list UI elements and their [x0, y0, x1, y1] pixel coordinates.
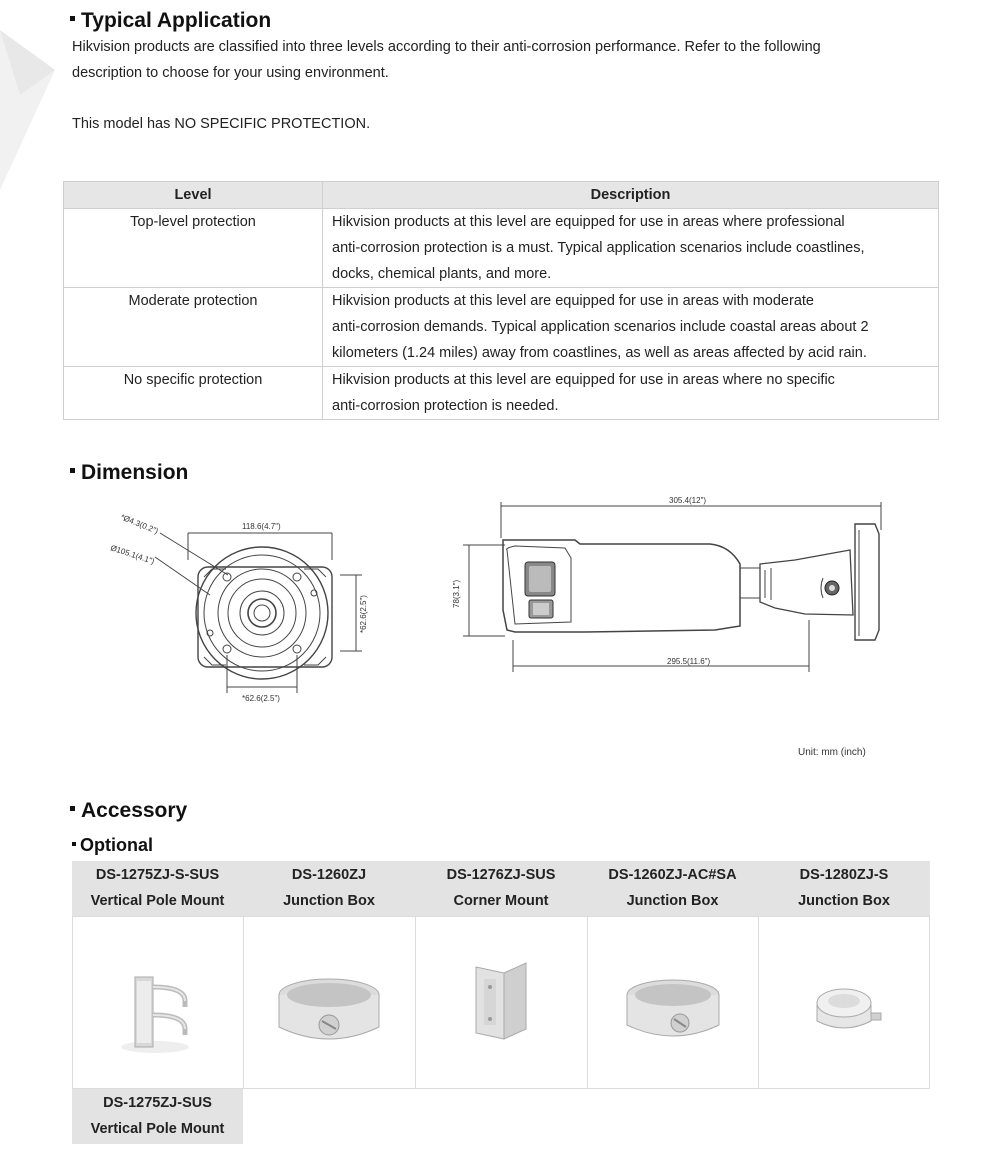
accessory-type: Junction Box	[798, 893, 890, 909]
accessory-type: Junction Box	[283, 893, 375, 909]
body-length-label: 295.5(11.6")	[667, 657, 711, 666]
junction-box-image	[759, 917, 929, 1088]
outer-diameter-label: Ø105.1(4.1")	[109, 543, 156, 566]
hole-diameter-label: *Ø4.3(0.2")	[119, 512, 160, 536]
description-line: kilometers (1.24 miles) away from coastlines, as well as areas affected by acid rain.	[332, 345, 867, 361]
accessory-image-cell	[415, 916, 588, 1089]
protection-level-table	[63, 181, 939, 420]
model-protection-note: This model has NO SPECIFIC PROTECTION.	[72, 116, 371, 132]
accessory-type: Corner Mount	[453, 893, 549, 909]
accessory-type: Vertical Pole Mount	[90, 1121, 225, 1137]
typical-application-heading: Typical Application	[70, 9, 271, 33]
bullet-square-icon	[70, 16, 75, 21]
junction-box-image	[588, 917, 758, 1088]
front-width-label: 118.6(4.7")	[242, 522, 281, 531]
accessory-model: DS-1275ZJ-S-SUS	[95, 867, 220, 883]
level-cell: Top-level protection	[64, 209, 323, 288]
height-label: 78(3.1")	[452, 579, 461, 608]
accessory-model: DS-1260ZJ	[291, 867, 367, 883]
accessory-type: Vertical Pole Mount	[90, 893, 225, 909]
description-line: Hikvision products at this level are equipped for use in areas with moderate	[332, 293, 814, 309]
description-line: anti-corrosion demands. Typical application scenarios include coastal areas about 2	[332, 319, 869, 335]
accessory-model: DS-1276ZJ-SUS	[446, 867, 556, 883]
bullet-square-icon	[70, 806, 75, 811]
intro-line: description to choose for your using environment.	[72, 65, 389, 81]
corner-watermark	[0, 0, 70, 200]
pole-mount-image	[73, 917, 243, 1088]
description-line: Hikvision products at this level are equipped for use in areas where professional	[332, 214, 845, 230]
header-description: Description	[323, 182, 939, 209]
accessory-heading: Accessory	[70, 799, 187, 823]
unit-note: Unit: mm (inch)	[798, 747, 866, 758]
accessory-image-cell	[758, 916, 930, 1089]
accessory-header	[587, 861, 758, 916]
description-line: docks, chemical plants, and more.	[332, 266, 552, 282]
description-line: anti-corrosion protection is a must. Typical application scenarios include coastlines,	[332, 240, 865, 256]
accessory-image-cell	[243, 916, 416, 1089]
total-length-label: 305.4(12")	[669, 496, 707, 505]
level-cell: Moderate protection	[64, 288, 323, 367]
intro-paragraph	[72, 34, 972, 86]
description-line: anti-corrosion protection is needed.	[332, 398, 559, 414]
optional-subheading: Optional	[72, 835, 153, 856]
table-row	[64, 209, 939, 288]
description-cell	[323, 209, 939, 288]
table-header-row	[64, 182, 939, 209]
front-view-drawing	[100, 505, 390, 705]
junction-box-image	[244, 917, 415, 1088]
accessory-header	[72, 1089, 243, 1144]
dimension-heading: Dimension	[70, 461, 188, 485]
accessory-type: Junction Box	[626, 893, 719, 909]
accessory-header	[72, 861, 243, 916]
accessory-image-cell	[587, 916, 759, 1089]
description-line: Hikvision products at this level are equipped for use in areas where no specific	[332, 372, 835, 388]
corner-mount-image	[416, 917, 587, 1088]
accessory-header	[758, 861, 930, 916]
accessory-model: DS-1275ZJ-SUS	[103, 1095, 212, 1111]
level-cell: No specific protection	[64, 367, 323, 420]
accessory-image-cell	[72, 916, 244, 1089]
accessory-header	[243, 861, 415, 916]
side-view-drawing	[445, 490, 895, 680]
table-row	[64, 288, 939, 367]
header-level: Level	[64, 182, 323, 209]
intro-line: Hikvision products are classified into three levels according to their anti-corrosion performance. Refer to the following	[72, 39, 821, 55]
accessory-model: DS-1260ZJ-AC#SA	[608, 867, 737, 883]
description-cell	[323, 288, 939, 367]
bullet-square-icon	[70, 468, 75, 473]
description-cell	[323, 367, 939, 420]
horizontal-pitch-label: *62.6(2.5")	[242, 694, 280, 703]
table-row	[64, 367, 939, 420]
vertical-pitch-label: *62.6(2.5")	[359, 595, 368, 633]
accessory-model: DS-1280ZJ-S	[799, 867, 889, 883]
bullet-square-icon	[72, 842, 76, 846]
accessory-header	[415, 861, 587, 916]
